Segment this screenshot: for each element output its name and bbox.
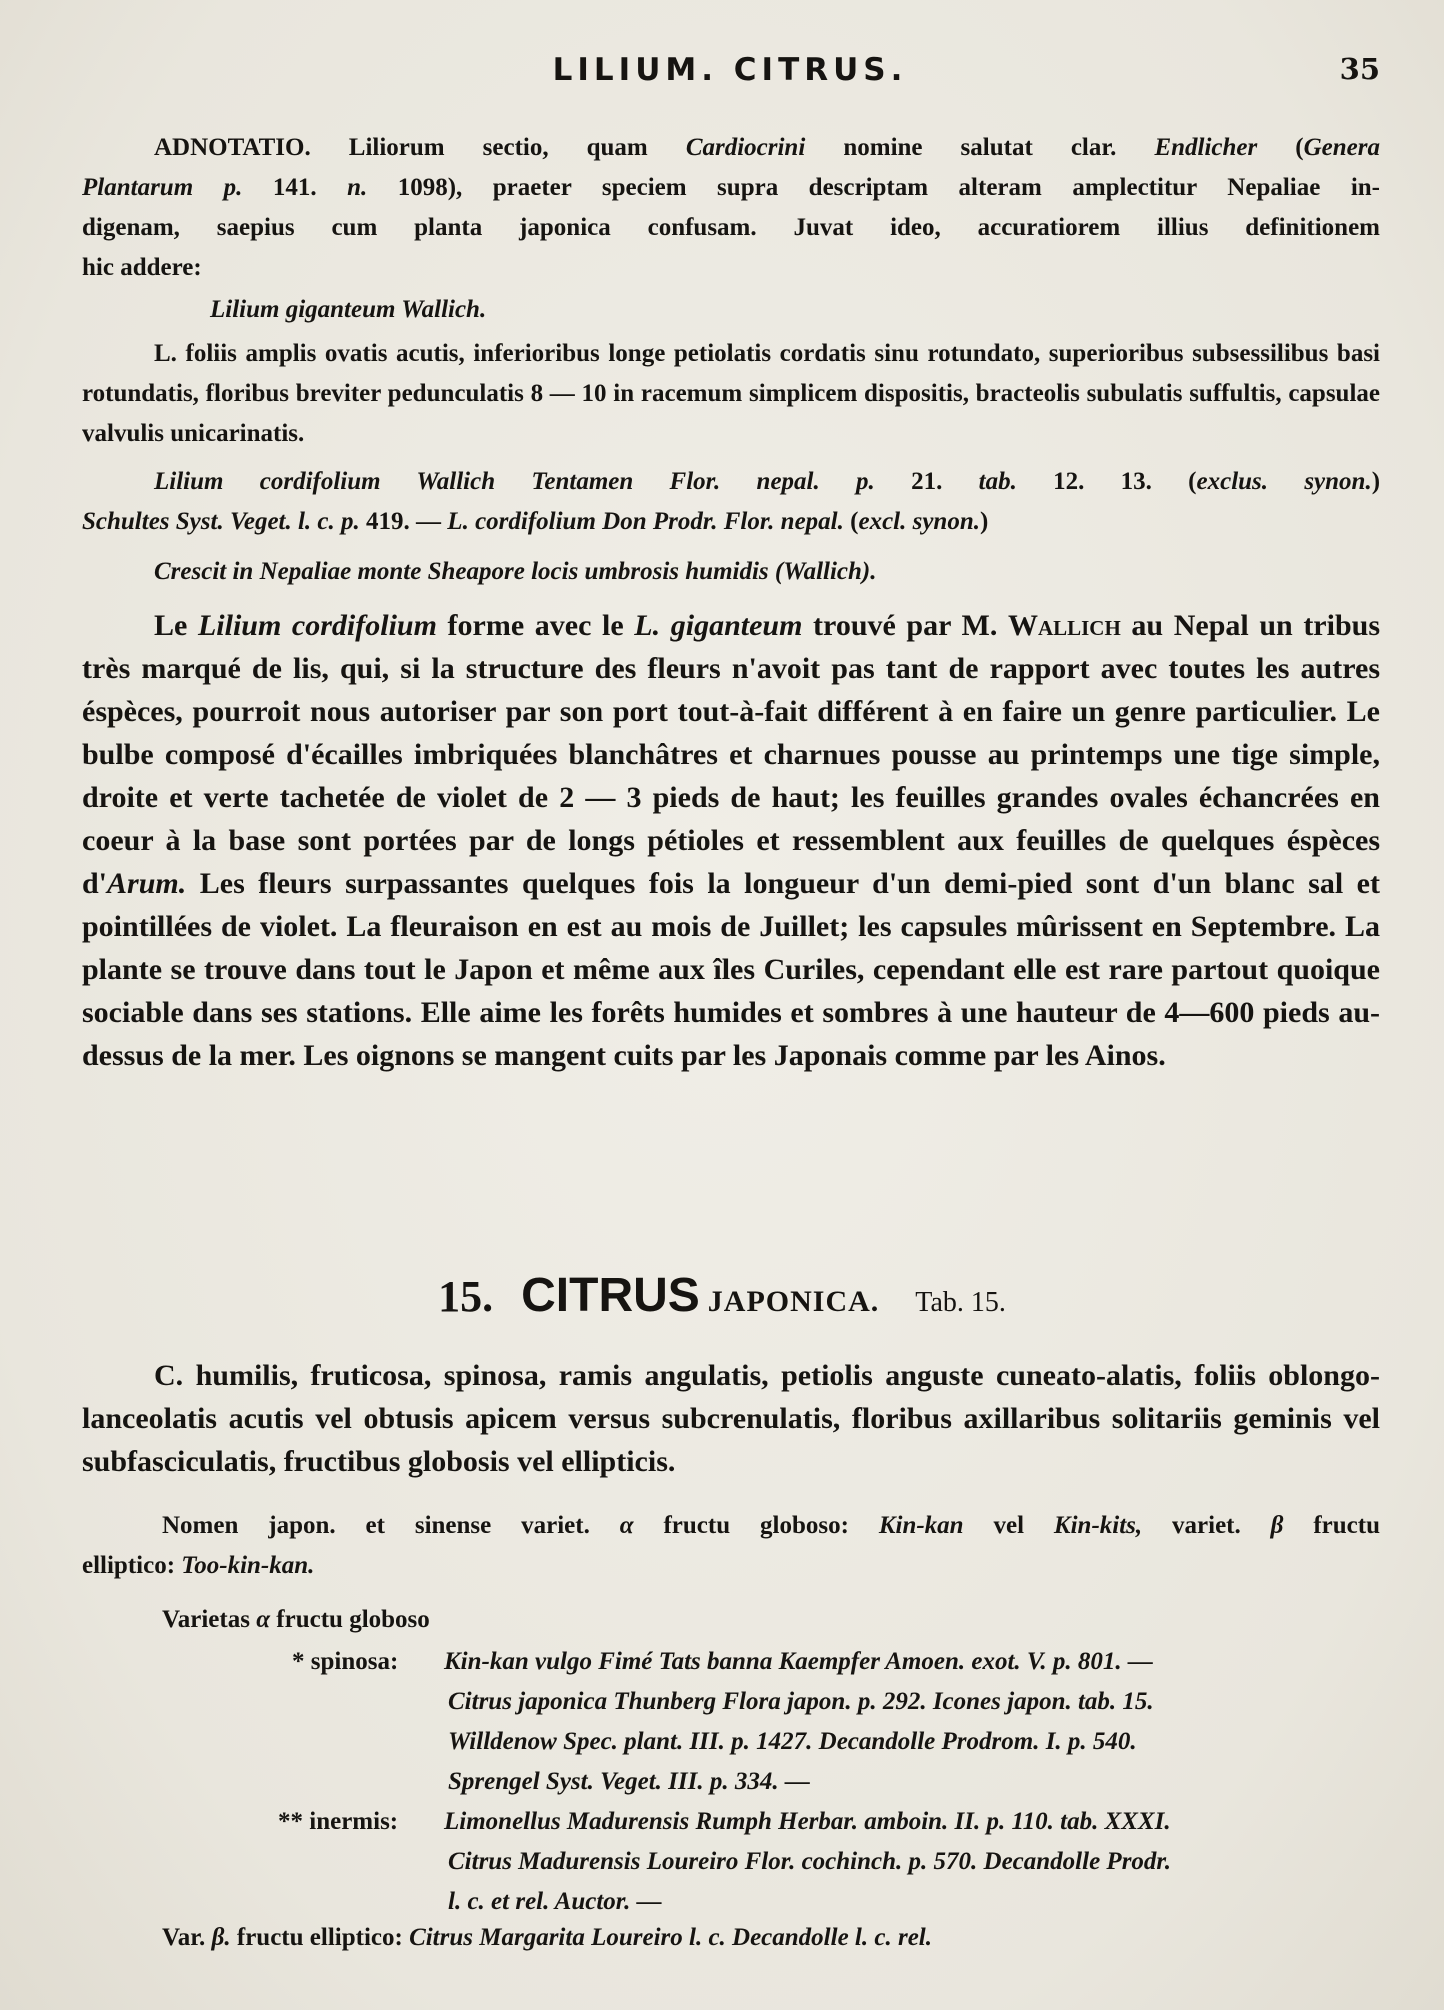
text-run: nomine salutat clar. <box>805 134 1155 161</box>
giganteum-diagnosis: L. foliis amplis ovatis acutis, inferioribus longe petiolatis cordatis sinu rotundato, superioribus subsessilibus basi rotundatis, floribus breviter pedunculatis 8 — 10 in racemum simplicem dispositis, bracteolis subulatis suffultis, capsulae valvulis unicarinatis. <box>82 340 1380 447</box>
inermis-row-2 <box>82 1842 1380 1882</box>
text-run: Lilium cordifolium <box>197 609 437 642</box>
adnotatio-paragraph <box>82 128 1380 288</box>
spinosa-line: Kin-kan vulgo Fimé Tats banna Kaempfer Amoen. exot. V. p. 801. — <box>444 1648 1153 1675</box>
text-run: elliptico: <box>82 1552 182 1579</box>
text-run: Citrus Margarita Loureiro l. c. Decandolle l. c. rel. <box>409 1924 932 1951</box>
nomen-line-2 <box>82 1546 1380 1586</box>
text-run: tab. <box>978 468 1017 495</box>
text-run: Kin-kits, <box>1053 1512 1143 1539</box>
text-run: trouvé par M. <box>802 609 1008 642</box>
text-run: Too-kin-kan. <box>181 1552 315 1579</box>
var-beta-line <box>82 1918 1380 1958</box>
spinosa-row-1 <box>82 1642 1380 1682</box>
spinosa-label: * spinosa: <box>292 1648 399 1675</box>
text-run: α <box>256 1606 271 1633</box>
french-paragraph <box>82 604 1380 1077</box>
text-run: β. <box>211 1924 231 1951</box>
text-run: n. <box>347 174 368 201</box>
inermis-label: ** inermis: <box>278 1808 399 1835</box>
inermis-row-3 <box>82 1882 1380 1922</box>
text-run: ( <box>843 508 859 535</box>
text-run: L. cordifolium Don Prodr. Flor. nepal. <box>447 508 844 535</box>
spinosa-line: Citrus japonica Thunberg Flora japon. p. 292. Icones japon. tab. 15. <box>448 1688 1154 1715</box>
synonym-line-1 <box>82 462 1380 502</box>
page-header <box>80 52 1380 96</box>
text-run: Les fleurs surpassantes quelques fois la longueur d'un demi-pied sont d'un blanc sal et pointillées de violet. La fleuraison en est au mois de Juillet; les capsules mûrissent en Septembre. La plante se trouve dans tout le Japon et même aux îles Curiles, cependant elle est rare partout quoique sociable dans ses stations. Elle aime les forêts humides et sombres à une hauteur de 4—600 pieds au-dessus de la mer. Les oignons se mangent cuits par les Japonais comme par les Ainos. <box>82 867 1380 1072</box>
inermis-line: Limonellus Madurensis Rumph Herbar. amboin. II. p. 110. tab. XXXI. <box>444 1808 1171 1835</box>
varieties-list <box>82 1642 1380 1922</box>
inermis-line: Citrus Madurensis Loureiro Flor. cochinch. p. 570. Decandolle Prodr. <box>448 1848 1172 1875</box>
text-run: 1098), praeter speciem supra descriptam alteram amplectitur Nepaliae in- <box>367 174 1380 201</box>
inermis-row-1 <box>82 1802 1380 1842</box>
text-run: Le <box>154 609 198 642</box>
adnotatio-line-1 <box>82 128 1380 168</box>
text-run: Lilium cordifolium Wallich Tentamen Flor. nepal. p. <box>154 468 875 495</box>
text-run: ) <box>980 508 989 535</box>
section-title <box>0 1268 1444 1323</box>
nomen-paragraph <box>82 1506 1380 1586</box>
section-number: 15. <box>438 1272 494 1321</box>
text-run: ( <box>1257 134 1304 161</box>
text-run: Var. <box>162 1924 212 1951</box>
adnotatio-head: ADNOTATIO. <box>154 134 311 161</box>
spinosa-row-2 <box>82 1682 1380 1722</box>
text-run: fructu globoso <box>270 1606 430 1633</box>
synonym-line-2 <box>82 502 1380 542</box>
spinosa-row-3 <box>82 1722 1380 1762</box>
text-run: α <box>619 1512 634 1539</box>
text-run: ) <box>1371 468 1380 495</box>
text-run: au Nepal un tribus très marqué de lis, qui, si la structure des fleurs n'avoit pas tant de rapport avec toutes les autres éspèces, pourroit nous autoriser par son port tout-à-fait différent à en faire un genre particulier. Le bulbe composé d'écailles imbriquées blanchâtres et charnues pousse au printemps une tige simple, droite et verte tachetée de violet de 2 — 3 pieds de haut; les feuilles grandes ovales échancrées en coeur à la base sont portées par de longs pétioles et ressemblent aux feuilles de quelques éspèces d' <box>82 609 1380 900</box>
adnotatio-line-3: digenam, saepius cum planta japonica confusam. Juvat ideo, accuratiorem illius definitionem <box>82 214 1380 241</box>
text-run: Schultes Syst. Veget. l. c. p. <box>82 508 360 535</box>
text-run: 141. <box>242 174 348 201</box>
text-run: vel <box>963 1512 1054 1539</box>
text-run: fructu globoso: <box>633 1512 879 1539</box>
text-run: 419. — <box>359 508 448 535</box>
citrus-diagnosis: C. humilis, fruticosa, spinosa, ramis angulatis, petiolis anguste cuneato-alatis, foliis oblongo-lanceolatis acutis vel obtusis apicem versus subcrenulatis, floribus axillaribus solitariis geminis vel subfasciculatis, fructibus globosis vel ellipticis. <box>82 1359 1380 1478</box>
text-run: fructu elliptico: <box>230 1924 410 1951</box>
section-genus: CITRUS <box>521 1269 700 1322</box>
spinosa-row-4 <box>82 1762 1380 1802</box>
text-run: 21. <box>874 468 979 495</box>
text-run: Varietas <box>162 1606 257 1633</box>
text-run: exclus. synon. <box>1196 468 1372 495</box>
text-run: Cardiocrini <box>685 134 806 161</box>
author-name: Wallich <box>1007 609 1121 642</box>
adnotatio-line-4: hic addere: <box>82 254 202 281</box>
text-run: forme avec le <box>436 609 635 642</box>
inermis-line: l. c. et rel. Auctor. — <box>448 1888 662 1915</box>
species-heading: Lilium giganteum Wallich. <box>210 296 487 323</box>
spinosa-line: Sprengel Syst. Veget. III. p. 334. — <box>448 1768 810 1795</box>
text-run: Endlicher <box>1154 134 1258 161</box>
text-run: Liliorum sectio, quam <box>310 134 686 161</box>
running-title: LILIUM. CITRUS. <box>552 52 908 88</box>
text-run: 12. 13. ( <box>1016 468 1197 495</box>
text-run: Kin-kan <box>878 1512 964 1539</box>
text-run: fructu <box>1283 1512 1380 1539</box>
text-run: variet. <box>1142 1512 1271 1539</box>
adnotatio-line-2 <box>82 168 1380 208</box>
varietas-heading <box>82 1600 1380 1640</box>
text-run: β <box>1270 1512 1284 1539</box>
page-number: 35 <box>1339 52 1380 86</box>
text-run: L. giganteum <box>634 609 803 642</box>
text-run: Nomen japon. et sinense variet. <box>162 1512 620 1539</box>
synonymy <box>82 462 1380 542</box>
text-run: Plantarum p. <box>82 174 243 201</box>
text-run: excl. synon. <box>858 508 980 535</box>
text-run: Arum. <box>107 867 187 900</box>
spinosa-line: Willdenow Spec. plant. III. p. 1427. Decandolle Prodrom. I. p. 540. <box>448 1728 1137 1755</box>
habitat-line: Crescit in Nepaliae monte Sheapore locis umbrosis humidis (Wallich). <box>154 558 877 585</box>
nomen-line-1 <box>82 1506 1380 1546</box>
section-species: JAPONICA. <box>707 1285 880 1318</box>
plate-reference: Tab. 15. <box>915 1287 1006 1318</box>
text-run: Genera <box>1303 134 1380 161</box>
